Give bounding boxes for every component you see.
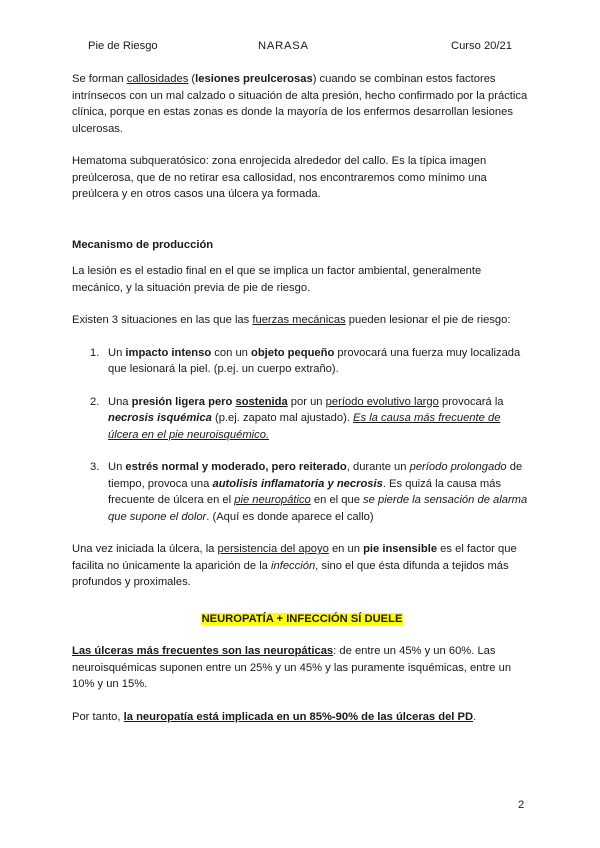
text-run: en el que bbox=[310, 494, 364, 506]
text-run: . bbox=[473, 710, 477, 723]
list-item bbox=[72, 459, 532, 525]
highlight-line bbox=[72, 611, 532, 628]
situations-list bbox=[72, 345, 532, 526]
paragraph-conclusion bbox=[72, 709, 532, 726]
text-run: provocará una fuerza muy localizada que lesionará la piel. (p.ej. un cuerpo extraño). bbox=[108, 346, 521, 375]
highlight-neuropatia-infeccion: NEUROPATÍA + INFECCIÓN SÍ DUELE bbox=[201, 612, 403, 625]
text-run: Se forman bbox=[72, 73, 127, 85]
list-number: 1. bbox=[90, 346, 100, 359]
text-run: pueden lesionar el pie de riesgo: bbox=[345, 314, 511, 326]
header-author: NARASA bbox=[258, 40, 309, 52]
list-item bbox=[72, 345, 532, 378]
term-periodo-evolutivo: período evolutivo largo bbox=[325, 395, 439, 408]
term-callosidades: callosidades bbox=[126, 73, 189, 85]
text-run: de tiempo, provoca una bbox=[108, 461, 523, 490]
text-run: provocará la bbox=[438, 395, 504, 408]
term-ulceras-neuropaticas: Las úlceras más frecuentes son las neuropáticas bbox=[72, 645, 334, 657]
paragraph-lesion: La lesión es el estadio final en el que se implica un factor ambiental, generalmente mecánico, y la situación previa de pie de riesgo. bbox=[72, 265, 482, 294]
text-run: . Es quizá la causa más frecuente de úlcera en el bbox=[108, 477, 501, 506]
text-run: Una bbox=[108, 395, 132, 408]
term-estres-reiterado: estrés normal y moderado, pero reiterado bbox=[125, 461, 347, 473]
text-run: , durante un bbox=[346, 461, 410, 473]
text-run: . (Aquí es donde aparece el callo) bbox=[206, 510, 374, 523]
text-run: ) cuando se combinan estos factores intrínsecos con un mal calzado o situación de alta presión, hecho confirmado por la práctica clínica, porque en estas zonas es donde la mayoría de los enfermos desarrollan lesiones ulcerosas. bbox=[72, 73, 528, 135]
page-header bbox=[0, 38, 600, 54]
section-title: Mecanismo de producción bbox=[72, 238, 214, 251]
paragraph-frecuencia bbox=[72, 643, 532, 693]
text-run: Una vez iniciada la úlcera, la bbox=[72, 543, 218, 555]
paragraph-infeccion bbox=[72, 541, 532, 591]
term-periodo-prolongado: período prolongado bbox=[409, 461, 507, 473]
page-number: 2 bbox=[518, 799, 525, 811]
text-run: Un bbox=[108, 461, 126, 473]
term-impacto-intenso: impacto intenso bbox=[125, 346, 212, 359]
paragraph-hematoma: Hematoma subqueratósico: zona enrojecida alrededor del callo. Es la típica imagen preúlcerosa, que de no retirar esa callosidad, nos encontraremos como mínimo una preúlcera y en otros casos una úlcera ya formada. bbox=[72, 155, 487, 200]
text-run: Existen 3 situaciones en las que las bbox=[72, 314, 253, 326]
term-pie-insensible: pie insensible bbox=[363, 543, 438, 555]
text-run: Un bbox=[108, 346, 126, 359]
term-necrosis-isquemica: necrosis isquémica bbox=[108, 412, 212, 424]
header-subject: Pie de Riesgo bbox=[88, 40, 158, 52]
term-persistencia-apoyo: persistencia del apoyo bbox=[217, 543, 329, 555]
term-autolisis: autolisis inflamatoria y necrosis bbox=[212, 477, 383, 490]
term-fuerzas-mecanicas: fuerzas mecánicas bbox=[252, 314, 346, 326]
text-run: es el factor que facilita no únicamente la aparición de la bbox=[72, 543, 517, 572]
text-run: , sino el que ésta difunda a tejidos más profundos y proximales. bbox=[72, 559, 509, 588]
document-body bbox=[72, 71, 532, 741]
text-run: : de entre un 45% y un 60%. Las neuroisquémicas suponen entre un 25% y un 45% y las puramente isquémicas, entre un 10% y un 15%. bbox=[72, 645, 512, 690]
text-run: (p.ej. zapato mal ajustado). bbox=[211, 412, 354, 424]
paragraph-callosidades bbox=[72, 71, 532, 137]
text-run: ( bbox=[188, 73, 196, 85]
text-run: en un bbox=[328, 543, 364, 555]
term-pie-neuropatico: pie neuropático bbox=[234, 494, 311, 506]
list-number: 3. bbox=[90, 461, 100, 473]
term-objeto-pequeno: objeto pequeño bbox=[251, 346, 335, 359]
text-run: por un bbox=[287, 395, 326, 408]
list-number: 2. bbox=[90, 395, 100, 408]
term-lesiones-preulcerosas: lesiones preulcerosas bbox=[195, 73, 313, 85]
text-run: Por tanto, bbox=[72, 710, 124, 723]
term-neuropatia-implicada: la neuropatía está implicada en un 85%-90% de las úlceras del PD bbox=[123, 710, 474, 723]
header-course: Curso 20/21 bbox=[451, 40, 512, 52]
note-sensacion-alarma: se pierde la sensación de alarma que supone el dolor bbox=[108, 494, 528, 523]
list-item bbox=[72, 394, 532, 444]
text-run: con un bbox=[211, 346, 252, 359]
paragraph-situaciones bbox=[72, 312, 532, 329]
term-infeccion: infección bbox=[271, 559, 316, 572]
note-causa-frecuente: Es la causa más frecuente de úlcera en el pie neuroisquémico. bbox=[108, 412, 501, 441]
term-sostenida: sostenida bbox=[235, 395, 288, 408]
term-presion-ligera: presión ligera pero bbox=[131, 395, 236, 408]
